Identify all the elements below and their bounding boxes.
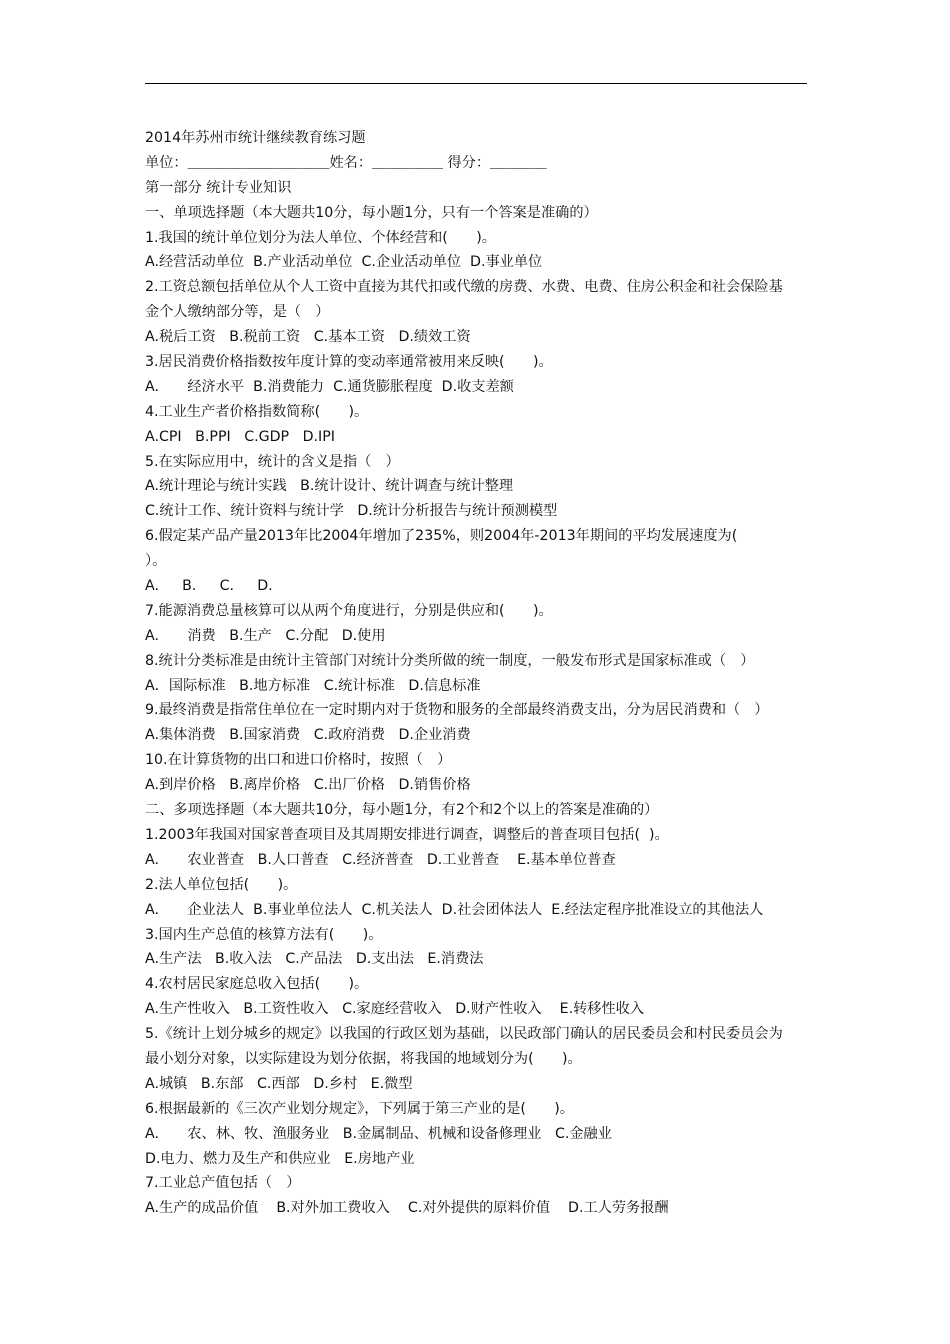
question-line: 金个人缴纳部分等，是（ ）	[145, 304, 330, 321]
options-line: A. 农、林、牧、渔服务业 B.金属制品、机械和设备修理业 C.金融业	[145, 1125, 612, 1142]
question-line: 7.工业总产值包括（ ）	[145, 1175, 301, 1192]
question-line: 4.工业生产者价格指数简称( )。	[145, 403, 369, 420]
options-line: A. 经济水平 B.消费能力 C.通货膨胀程度 D.收支差额	[145, 378, 514, 395]
options-line: A.生产性收入 B.工资性收入 C.家庭经营收入 D.财产性收入 E.转移性收入	[145, 1001, 645, 1018]
question-line: 7.能源消费总量核算可以从两个角度进行，分别是供应和( )。	[145, 602, 553, 619]
options-line: C.统计工作、统计资料与统计学 D.统计分析报告与统计预测模型	[145, 503, 558, 520]
question-line: 最小划分对象，以实际建设为划分依据，将我国的地域划分为( )。	[145, 1050, 582, 1067]
question-line: 2.工资总额包括单位从个人工资中直接为其代扣或代缴的房费、水费、电费、住房公积金和社会保险基	[145, 279, 783, 296]
info-line: 单位：＿＿＿＿＿＿＿＿＿＿姓名：＿＿＿＿＿ 得分：＿＿＿＿	[145, 154, 547, 171]
question-line: ）。	[145, 553, 167, 570]
part-heading: 第一部分 统计专业知识	[145, 179, 292, 196]
options-line: A.统计理论与统计实践 B.统计设计、统计调查与统计整理	[145, 478, 514, 495]
question-line: 4.农村居民家庭总收入包括( )。	[145, 976, 369, 993]
options-line: D.电力、燃力及生产和供应业 E.房地产业	[145, 1150, 415, 1167]
question-line: 2.法人单位包括( )。	[145, 876, 298, 893]
options-line: A.到岸价格 B.离岸价格 C.出厂价格 D.销售价格	[145, 777, 471, 794]
header-rule	[145, 83, 807, 84]
section-heading-multiple-choice: 二、多项选择题（本大题共10分，每小题1分，有2个和2个以上的答案是准确的）	[145, 802, 659, 819]
section-heading-single-choice: 一、单项选择题（本大题共10分，每小题1分，只有一个答案是准确的）	[145, 204, 598, 221]
question-line: 6.假定某产品产量2013年比2004年增加了235%，则2004年-2013年期间的平均发展速度为(	[145, 528, 738, 545]
question-line: 5.在实际应用中，统计的含义是指（ ）	[145, 453, 400, 470]
question-line: 9.最终消费是指常住单位在一定时期内对于货物和服务的全部最终消费支出，分为居民消费和（ ）	[145, 702, 769, 719]
question-line: 1.2003年我国对国家普查项目及其周期安排进行调查，调整后的普查项目包括( )。	[145, 826, 669, 843]
options-line: A. 农业普查 B.人口普查 C.经济普查 D.工业普查 E.基本单位普查	[145, 851, 616, 868]
question-line: 3.国内生产总值的核算方法有( )。	[145, 926, 383, 943]
question-line: 6.根据最新的《三次产业划分规定》，下列属于第三产业的是( )。	[145, 1100, 574, 1117]
options-line: A. 企业法人 B.事业单位法人 C.机关法人 D.社会团体法人 E.经法定程序批准设立的其他法人	[145, 901, 764, 918]
question-line: 1.我国的统计单位划分为法人单位、个体经营和( )。	[145, 229, 496, 246]
options-line: A.经营活动单位 B.产业活动单位 C.企业活动单位 D.事业单位	[145, 254, 543, 271]
options-line: A.生产的成品价值 B.对外加工费收入 C.对外提供的原料价值 D.工人劳务报酬	[145, 1200, 669, 1217]
question-line: 10.在计算货物的出口和进口价格时，按照（ ）	[145, 752, 452, 769]
document-title: 2014年苏州市统计继续教育练习题	[145, 130, 366, 146]
options-line: A.生产法 B.收入法 C.产品法 D.支出法 E.消费法	[145, 951, 484, 968]
options-line: A. 消费 B.生产 C.分配 D.使用	[145, 627, 386, 644]
options-line: A.CPI B.PPI C.GDP D.IPI	[145, 428, 335, 445]
options-line: A.集体消费 B.国家消费 C.政府消费 D.企业消费	[145, 727, 471, 744]
options-line: A．国际标准 B.地方标准 C.统计标准 D.信息标准	[145, 677, 481, 694]
options-line: A.城镇 B.东部 C.西部 D.乡村 E.微型	[145, 1075, 413, 1092]
document-body	[145, 126, 810, 1221]
options-line: A.税后工资 B.税前工资 C.基本工资 D.绩效工资	[145, 329, 471, 346]
options-line: A. B. C. D.	[145, 578, 273, 595]
question-line: 5.《统计上划分城乡的规定》以我国的行政区划为基础，以民政部门确认的居民委员会和村民委员会为	[145, 1026, 783, 1043]
question-line: 8.统计分类标准是由统计主管部门对统计分类所做的统一制度，一般发布形式是国家标准或（ ）	[145, 652, 755, 669]
question-line: 3.居民消费价格指数按年度计算的变动率通常被用来反映( )。	[145, 354, 553, 371]
